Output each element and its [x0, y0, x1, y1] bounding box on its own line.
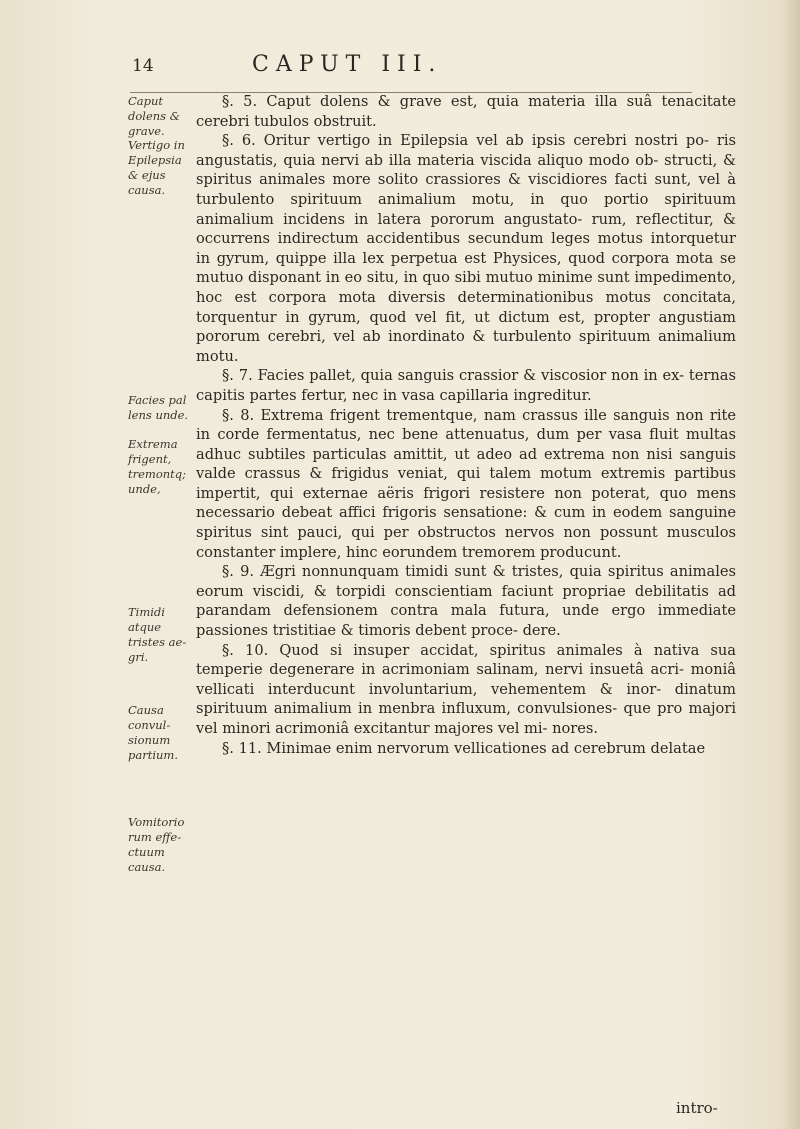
page-number: 14: [132, 56, 154, 76]
margin-note-facies: Facies pal lens unde.: [128, 393, 189, 422]
margin-note-convulsionum: Causa convul- sionum partium.: [128, 703, 178, 762]
margin-note-caput-dolens: Caput dolens & grave.: [128, 94, 180, 138]
catchword: intro-: [676, 1099, 718, 1117]
running-head: CAPUT III.: [252, 52, 443, 77]
paragraph-9: §. 9. Ægri nonnunquam timidi sunt & tristes, quia spiritus animales eorum viscidi, & torpidi conscientiam faciunt propriae debilitatis ad parandam defensionem contra mala futura, unde ergo immediate passiones tristitiae & timoris debent proce- dere.: [196, 563, 736, 640]
page-header: [132, 52, 732, 84]
paragraph-10: §. 10. Quod si insuper accidat, spiritus animales à nativa sua temperie degenerare in acrimoniam salinam, nervi insuetâ acri- moniâ vellicati interducunt involuntarium, vehementem & inor- dinatum spirituum animalium in menbra influxum, convulsiones- que pro majori vel minori acrimoniâ excitantur majores vel mi- nores.: [196, 641, 736, 737]
paragraph-6: §. 6. Oritur vertigo in Epilepsia vel ab ipsis cerebri nostri po- ris angustatis, quia nervi ab illa materia viscida aliquo modo ob- structi, & spiritus animales more solito crassiores & viscidiores facti sunt, vel à turbulento spirituum animalium motu, in quo portio spirituum animalium incidens in latera pororum angustato- rum, reflectitur, & occurrens indirectum accidentibus secundum leges motus intorquetur in gyrum, quippe illa lex perpetua est Physices, quod corpora mota se mutuo disponant in eo situ, in quo sibi mutuo minime sunt impedimento, hoc est corpora mota diversis determinationibus motus concitata, torquentur in gyrum, quod vel fit, ut dictum est, propter angustiam pororum cerebri, vel ab inordinato & turbulento spirituum animalium motu.: [196, 132, 736, 365]
paragraph-5: §. 5. Caput dolens & grave est, quia materia illa suâ tenacitate cerebri tubulos obstruit.: [196, 93, 736, 130]
body-text: [196, 92, 736, 758]
margin-note-extrema: Extrema frigent, tremontq; unde,: [128, 437, 187, 496]
margin-note-vertigo: Vertigo in Epilepsia & ejus causa.: [128, 138, 185, 197]
margin-note-vomitorio: Vomitorio rum effe- ctuum causa.: [128, 815, 185, 874]
paragraph-11: §. 11. Minimae enim nervorum vellicationes ad cerebrum delatae: [222, 739, 706, 757]
margin-note-timidi: Timidi atque tristes ae- gri.: [128, 605, 187, 664]
page-gutter-shadow: [782, 0, 800, 1129]
paragraph-8: §. 8. Extrema frigent trementque, nam crassus ille sanguis non rite in corde fermentatus, nec bene attenuatus, dum per vasa fluit multas adhuc subtiles particulas amittit, ut adeo ad extrema non nisi sanguis valde crassus & frigidus veniat, qui talem motum extremis partibus impertit, qui externae aëris frigori resistere non poterat, quo mens necessario debeat affici frigoris sensatione: & cum in eodem sanguine spiritus sint pauci, qui per obstructos nervos non possunt musculos constanter implere, hinc eorundem tremorem producunt.: [196, 406, 736, 561]
paragraph-7: §. 7. Facies pallet, quia sanguis crassior & viscosior non in ex- ternas capitis partes fertur, nec in vasa capillaria ingreditur.: [196, 367, 736, 404]
